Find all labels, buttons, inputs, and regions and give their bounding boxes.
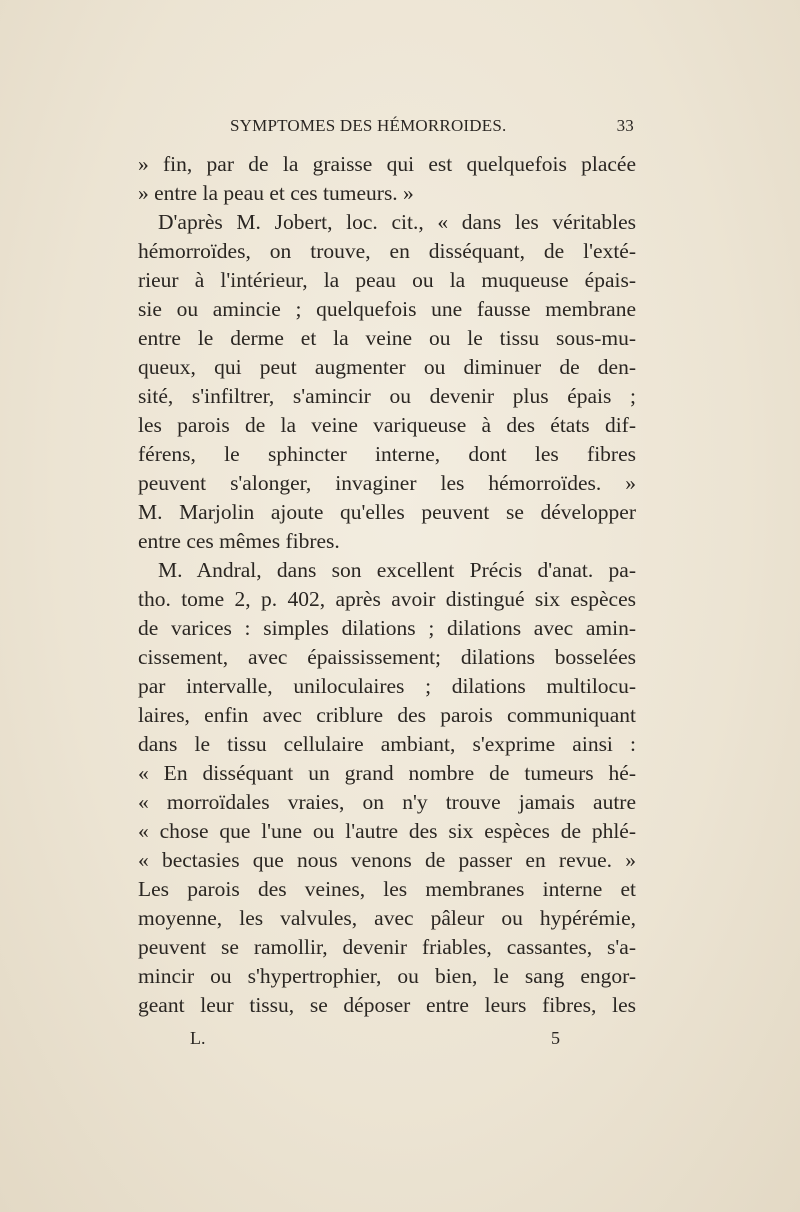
text-line: » fin, par de la graisse qui est quelquefois placée — [138, 152, 636, 176]
running-title: SYMPTOMES DES HÉMORROIDES. — [230, 116, 507, 135]
text-line: entre le derme et la veine ou le tissu sous-mu- — [138, 326, 636, 350]
text-line: sie ou amincie ; quelquefois une fausse membrane — [138, 297, 636, 321]
page-footer — [190, 1028, 560, 1052]
text-line: moyenne, les valvules, avec pâleur ou hypérémie, — [138, 906, 636, 930]
text-line: sité, s'infiltrer, s'amincir ou devenir plus épais ; — [138, 384, 636, 408]
text-line: geant leur tissu, se déposer entre leurs fibres, les — [138, 993, 636, 1017]
text-line: entre ces mêmes fibres. — [138, 529, 340, 553]
text-line: tho. tome 2, p. 402, après avoir distingué six espèces — [138, 587, 636, 611]
sheet-number: 5 — [551, 1028, 560, 1048]
text-line: dans le tissu cellulaire ambiant, s'exprime ainsi : — [138, 732, 636, 756]
text-line: queux, qui peut augmenter ou diminuer de den- — [138, 355, 636, 379]
text-line: Les parois des veines, les membranes interne et — [138, 877, 636, 901]
signature-mark: L. — [190, 1028, 206, 1048]
text-line: « chose que l'une ou l'autre des six espèces de phlé- — [138, 819, 636, 843]
text-line: laires, enfin avec criblure des parois communiquant — [138, 703, 636, 727]
text-line: par intervalle, uniloculaires ; dilations multilocu- — [138, 674, 636, 698]
text-line: hémorroïdes, on trouve, en disséquant, de l'exté- — [138, 239, 636, 263]
text-line: D'après M. Jobert, loc. cit., « dans les véritables — [158, 210, 636, 234]
text-line: M. Marjolin ajoute qu'elles peuvent se développer — [138, 500, 636, 524]
text-line: peuvent se ramollir, devenir friables, cassantes, s'a- — [138, 935, 636, 959]
page-header — [230, 116, 634, 138]
text-line: cissement, avec épaississement; dilations bosselées — [138, 645, 636, 669]
text-line: mincir ou s'hypertrophier, ou bien, le sang engor- — [138, 964, 636, 988]
text-line: « En disséquant un grand nombre de tumeurs hé- — [138, 761, 636, 785]
text-line: « bectasies que nous venons de passer en revue. » — [138, 848, 636, 872]
text-line: » entre la peau et ces tumeurs. » — [138, 181, 414, 205]
text-line: rieur à l'intérieur, la peau ou la muqueuse épais- — [138, 268, 636, 292]
text-line: férens, le sphincter interne, dont les fibres — [138, 442, 636, 466]
text-line: « morroïdales vraies, on n'y trouve jamais autre — [138, 790, 636, 814]
body-text — [138, 150, 636, 1020]
text-line: les parois de la veine variqueuse à des états dif- — [138, 413, 636, 437]
text-line: peuvent s'alonger, invaginer les hémorroïdes. » — [138, 471, 636, 495]
text-line: M. Andral, dans son excellent Précis d'anat. pa- — [158, 558, 636, 582]
page-number: 33 — [616, 116, 634, 135]
text-line: de varices : simples dilations ; dilations avec amin- — [138, 616, 636, 640]
